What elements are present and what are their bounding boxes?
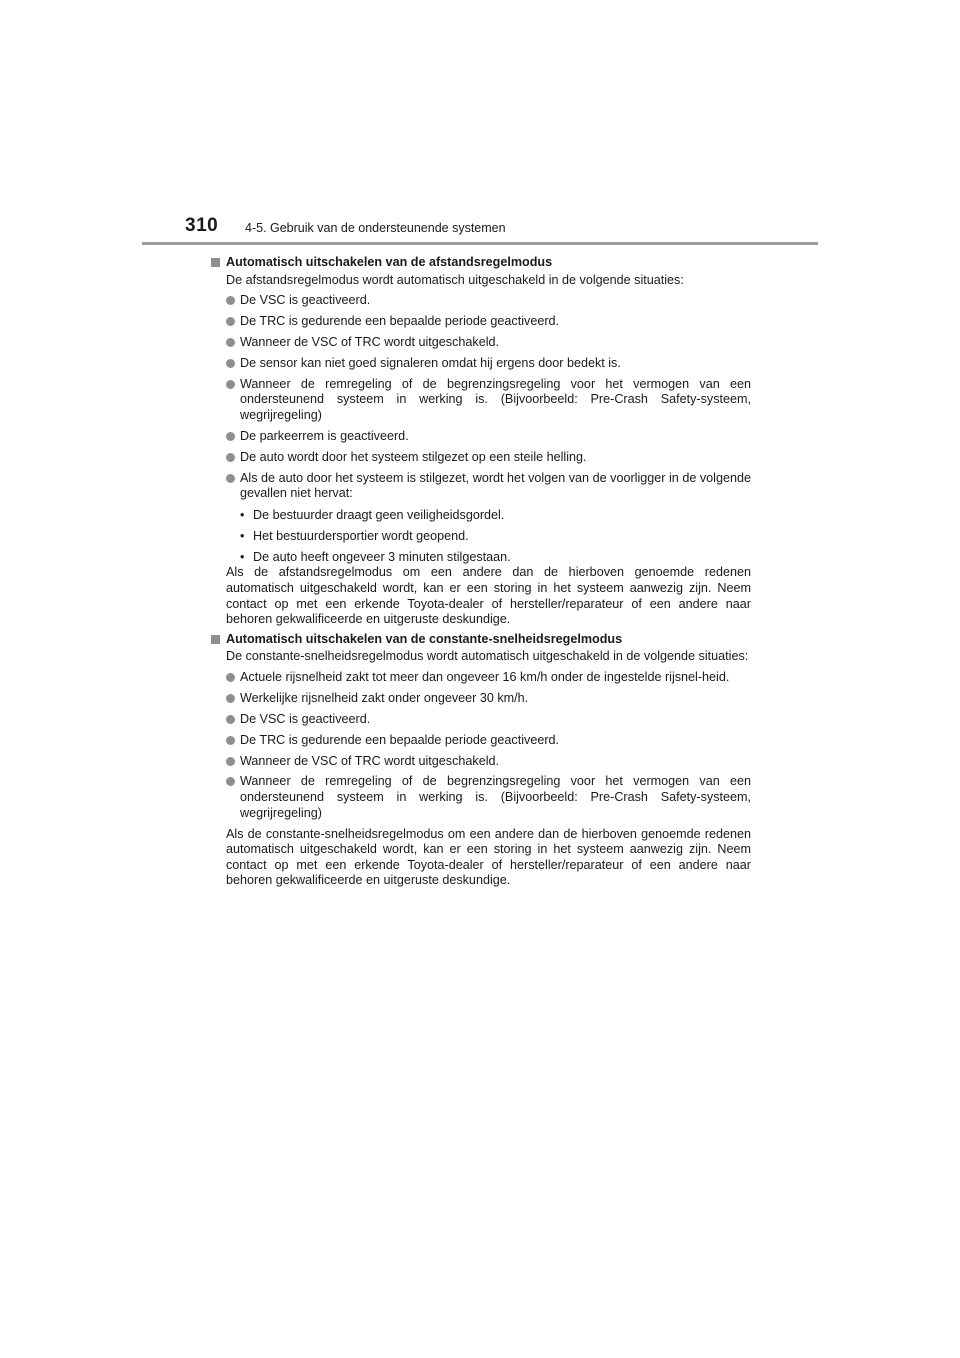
section-closing: Als de constante-snelheidsregelmodus om een andere dan de hierboven genoemde redenen automatisch uitgeschakeld wordt, kan er een storing in het systeem aanwezig zijn. Neem contact op met een erkende Toyota-dealer of hersteller/reparateur of een andere naar behoren gekwalificeerde en uitgeruste deskundige.	[226, 826, 751, 888]
section-closing: Als de afstandsregelmodus om een andere dan de hierboven genoemde redenen automatisch uitgeschakeld wordt, kan er een storing in het systeem aanwezig zijn. Neem contact op met een erkende Toyota-dealer of hersteller/reparateur of een andere naar behoren gekwalificeerde en uitgeruste deskundige.	[226, 565, 751, 627]
circle-bullet-icon	[226, 453, 235, 462]
circle-bullet-icon	[226, 757, 235, 766]
sub-list-item: • De auto heeft ongeveer 3 minuten stilgestaan.	[240, 549, 511, 564]
list-item: Wanneer de VSC of TRC wordt uitgeschakeld.	[226, 335, 751, 351]
square-bullet-icon	[211, 635, 220, 644]
section-heading-distance-mode	[211, 255, 751, 271]
header-divider	[142, 242, 818, 245]
section-heading-constant-speed-mode	[211, 632, 751, 648]
list-item: De parkeerrem is geactiveerd.	[226, 429, 751, 445]
list-item: De VSC is geactiveerd.	[226, 293, 751, 309]
circle-bullet-icon	[226, 736, 235, 745]
circle-bullet-icon	[226, 715, 235, 724]
dot-bullet-icon: •	[240, 528, 245, 543]
sub-list-item: • De bestuurder draagt geen veiligheidsgordel.	[240, 507, 505, 522]
circle-bullet-icon	[226, 474, 235, 483]
page-content	[211, 255, 751, 889]
circle-bullet-icon	[226, 359, 235, 368]
circle-bullet-icon	[226, 338, 235, 347]
page-header	[185, 215, 825, 245]
list-item: Werkelijke rijsnelheid zakt onder ongeveer 30 km/h.	[226, 691, 751, 707]
list-item: De TRC is gedurende een bepaalde periode geactiveerd.	[226, 733, 751, 749]
square-bullet-icon	[211, 258, 220, 267]
list-item: Actuele rijsnelheid zakt tot meer dan ongeveer 16 km/h onder de ingestelde rijsnel-heid.	[226, 670, 751, 686]
dot-bullet-icon: •	[240, 507, 245, 522]
list-item: Als de auto door het systeem is stilgezet, wordt het volgen van de voorligger in de volgende gevallen niet hervat: • De bestuurder draagt geen veiligheidsgordel. • Het bestuurdersportier wordt geopend. • De auto heeft ongeveer 3 minuten stilgestaan.	[226, 471, 751, 566]
chapter-title: 4-5. Gebruik van de ondersteunende systemen	[245, 221, 506, 235]
dot-bullet-icon: •	[240, 549, 245, 564]
list-item: De sensor kan niet goed signaleren omdat hij ergens door bedekt is.	[226, 356, 751, 372]
section-intro: De afstandsregelmodus wordt automatisch uitgeschakeld in de volgende situaties:	[226, 272, 684, 287]
list-item: Wanneer de remregeling of de begrenzingsregeling voor het vermogen van een ondersteunend systeem in werking is. (Bijvoorbeeld: Pre-Crash Safety-systeem, wegrijregeling)	[226, 377, 751, 424]
list-item: Wanneer de VSC of TRC wordt uitgeschakeld.	[226, 754, 751, 770]
circle-bullet-icon	[226, 432, 235, 441]
sub-list-item: • Het bestuurdersportier wordt geopend.	[240, 528, 469, 543]
circle-bullet-icon	[226, 380, 235, 389]
list-item: De VSC is geactiveerd.	[226, 712, 751, 728]
section-title: Automatisch uitschakelen van de constante-snelheidsregelmodus	[226, 631, 623, 646]
list-item: De auto wordt door het systeem stilgezet op een steile helling.	[226, 450, 751, 466]
page-number: 310	[185, 215, 219, 236]
circle-bullet-icon	[226, 296, 235, 305]
section-title: Automatisch uitschakelen van de afstandsregelmodus	[226, 255, 553, 269]
circle-bullet-icon	[226, 777, 235, 786]
circle-bullet-icon	[226, 673, 235, 682]
list-item: Wanneer de remregeling of de begrenzingsregeling voor het vermogen van een ondersteunend systeem in werking is. (Bijvoorbeeld: Pre-Crash Safety-systeem, wegrijregeling)	[226, 774, 751, 821]
list-item: De TRC is gedurende een bepaalde periode geactiveerd.	[226, 314, 751, 330]
bullet-list	[226, 293, 751, 565]
section-intro: De constante-snelheidsregelmodus wordt automatisch uitgeschakeld in de volgende situaties:	[226, 649, 749, 664]
bullet-list	[226, 670, 751, 821]
sub-bullet-list	[240, 508, 751, 565]
circle-bullet-icon	[226, 694, 235, 703]
circle-bullet-icon	[226, 317, 235, 326]
